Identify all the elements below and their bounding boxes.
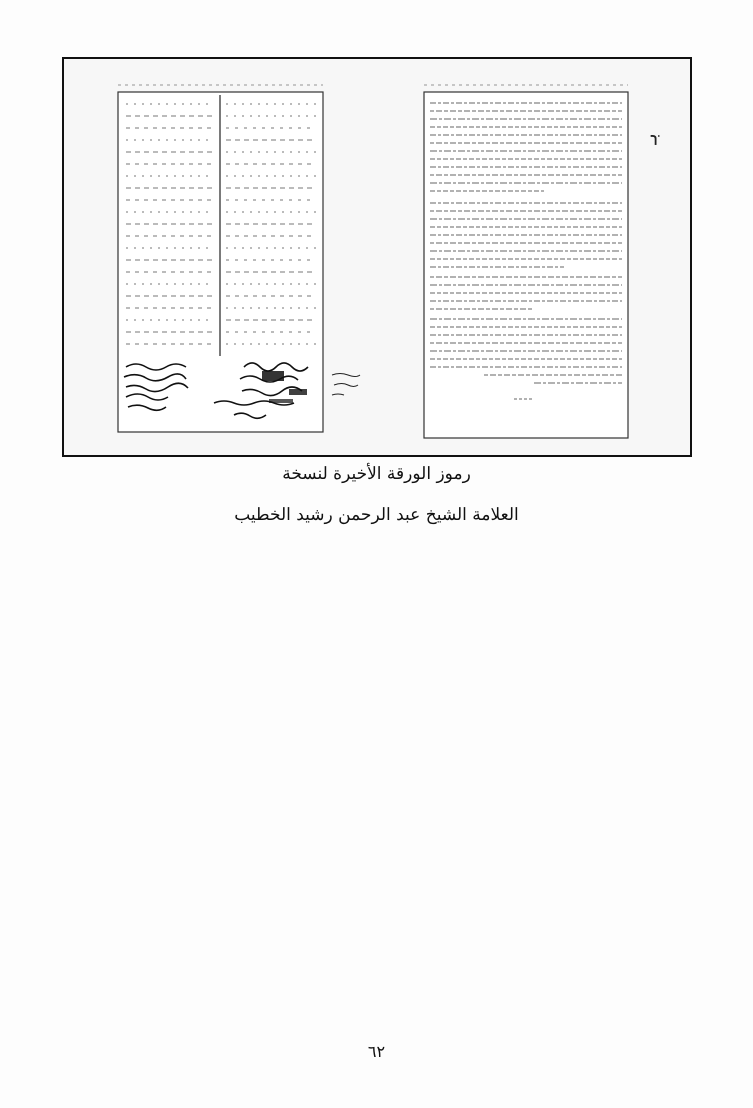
- manuscript-figure: [62, 57, 692, 457]
- figure-caption-line-1: رموز الورقة الأخيرة لنسخة: [282, 464, 471, 484]
- figure-caption-line-2: العلامة الشيخ عبد الرحمن رشيد الخطيب: [234, 505, 519, 525]
- marginal-note: بـ: [637, 133, 662, 145]
- manuscript-scan-image: [64, 59, 690, 455]
- right-manuscript-page: [424, 85, 628, 438]
- page-number: ٦٢: [367, 1042, 386, 1061]
